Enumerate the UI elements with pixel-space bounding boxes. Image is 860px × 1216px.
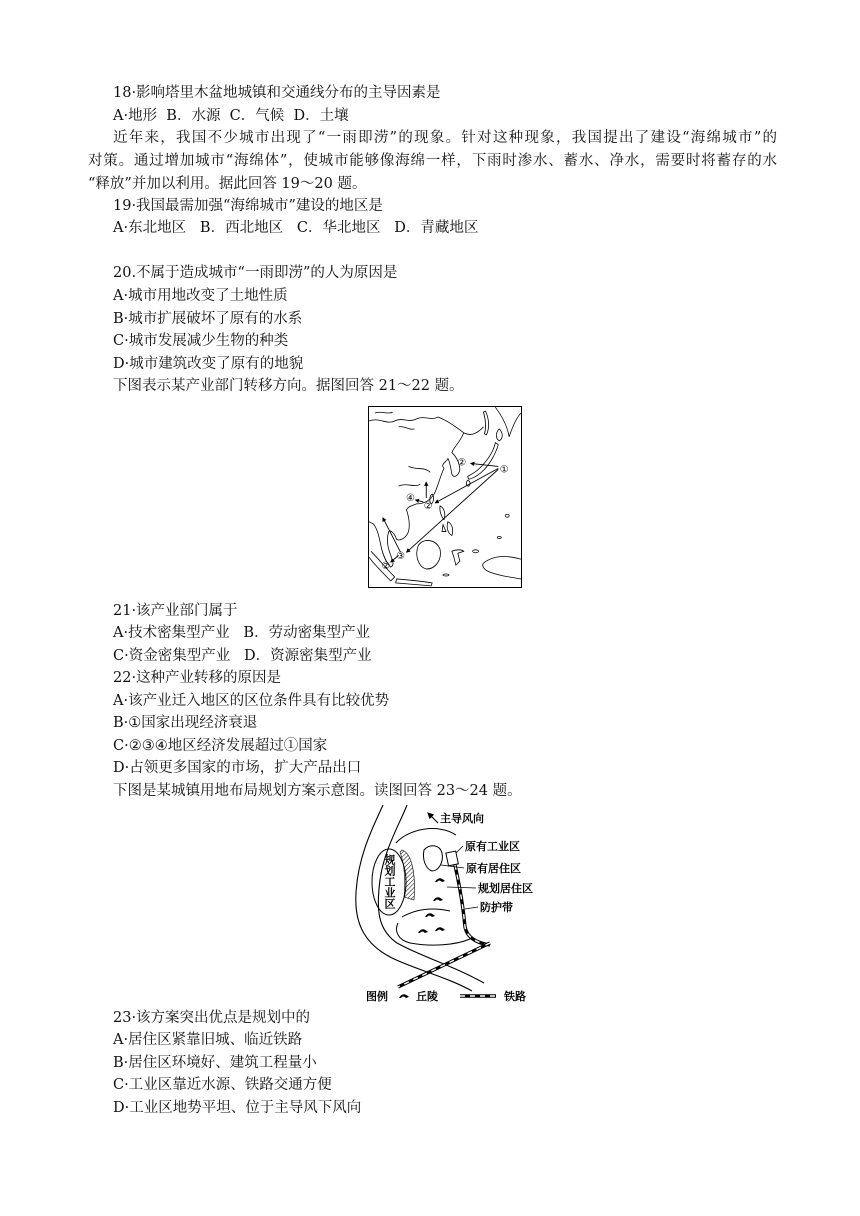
- intro-21-22: 下图表示某产业部门转移方向。据图回答 21～22 题。: [113, 378, 464, 394]
- q21-stem: 21·该产业部门属于: [113, 603, 238, 619]
- river: [356, 805, 484, 991]
- legend-railway-label: 铁路: [504, 990, 526, 1003]
- transfer-arrow: [471, 463, 499, 466]
- legend-hill-icon: [399, 994, 409, 998]
- wind-direction-arrow-icon: [428, 813, 438, 823]
- original-industrial-zone: [446, 851, 458, 866]
- industry-transfer-map: [368, 406, 522, 588]
- hill-icon: [433, 897, 443, 901]
- hill-icon: [435, 878, 445, 882]
- q18-options: A·地形 B．水源 C．气候 D．土壤: [113, 108, 349, 124]
- q21-options-row: C·资金密集型产业 D．资源密集型产业: [113, 648, 372, 664]
- intro-23-24: 下图是某城镇用地布局规划方案示意图。读图回答 23～24 题。: [113, 783, 522, 799]
- wind-direction-label: 主导风向: [440, 812, 484, 825]
- map-label-korea: ②: [457, 457, 467, 469]
- q22-stem: 22·这种产业转移的原因是: [113, 670, 282, 686]
- q20-stem: 20.不属于造成城市“一雨即涝”的人为原因是: [113, 265, 398, 281]
- q18-stem: 18·影响塔里木盆地城镇和交通线分布的主导因素是: [113, 85, 441, 101]
- q19-options: A·东北地区 B．西北地区 C．华北地区 D．青藏地区: [113, 220, 479, 236]
- passage-line: 近年来，我国不少城市出现了“一雨即涝”的现象。针对这种现象，我国提出了建设“海绵城市”的: [113, 130, 777, 146]
- town-plan-svg: [352, 805, 546, 1011]
- map-label-two-low: ②: [381, 561, 391, 573]
- q23-option-d: D·工业区地势平坦、位于主导风下风向: [113, 1100, 362, 1116]
- protective-belt-label: 防护带: [480, 901, 513, 914]
- q20-option-d: D·城市建筑改变了原有的地貌: [113, 356, 304, 372]
- planned-industrial-label: 规划工业区: [383, 854, 396, 909]
- q19-stem: 19·我国最需加强“海绵城市”建设的地区是: [113, 198, 383, 214]
- town-boundary-top: [396, 829, 456, 843]
- q23-stem: 23·该方案突出优点是规划中的: [113, 1010, 311, 1026]
- transfer-arrow: [383, 518, 401, 553]
- planned-residential-label: 规划居住区: [478, 882, 533, 895]
- transfer-arrow: [415, 500, 423, 502]
- legend: [366, 989, 526, 1003]
- map-label-four: ④: [406, 492, 415, 504]
- q20-option-b: B·城市扩展破坏了原有的水系: [113, 311, 303, 327]
- hill-icon: [425, 913, 435, 917]
- map-label-two-mid: ②: [423, 500, 433, 512]
- q22-option-b: B·①国家出现经济衰退: [113, 715, 258, 731]
- transfer-map-svg: [369, 407, 521, 587]
- original-industrial-label: 原有工业区: [465, 840, 520, 853]
- transfer-arrow: [407, 469, 499, 552]
- q20-option-a: A·城市用地改变了土地性质: [113, 288, 288, 304]
- q22-option-d: D·占领更多国家的市场，扩大产品出口: [113, 760, 362, 776]
- town-boundary-bottom: [397, 923, 471, 945]
- protective-belt: [400, 850, 415, 900]
- original-residential-label: 原有居住区: [466, 862, 521, 875]
- hill-icon: [435, 927, 445, 931]
- coastlines: [369, 407, 521, 586]
- original-residential-zone: [423, 846, 442, 871]
- passage-line: “释放”并加以利用。据此回答 19～20 题。: [88, 176, 367, 192]
- passage-line: 对策。通过增加城市“海绵体”，使城市能够像海绵一样，下雨时渗水、蓄水、净水，需要时将蓄存的水: [88, 153, 777, 169]
- hills: [418, 878, 445, 933]
- town-plan-diagram: [352, 805, 546, 1011]
- q23-option-c: C·工业区靠近水源、铁路交通方便: [113, 1077, 332, 1093]
- q22-option-a: A·该产业迁入地区的区位条件具有比较优势: [113, 693, 390, 709]
- map-label-japan: ①: [499, 464, 509, 476]
- legend-title: 图例: [366, 990, 388, 1003]
- hill-icon: [418, 929, 428, 933]
- q21-options-row: A·技术密集型产业 B．劳动密集型产业: [113, 625, 371, 641]
- q23-option-b: B·居住区环境好、建筑工程量小: [113, 1055, 317, 1071]
- legend-hill-label: 丘陵: [416, 990, 438, 1003]
- map-label-three: ③: [396, 551, 406, 563]
- q23-option-a: A·居住区紧靠旧城、临近铁路: [113, 1032, 303, 1048]
- q22-option-c: C·②③④地区经济发展超过①国家: [113, 738, 328, 754]
- q20-option-c: C·城市发展减少生物的种类: [113, 333, 289, 349]
